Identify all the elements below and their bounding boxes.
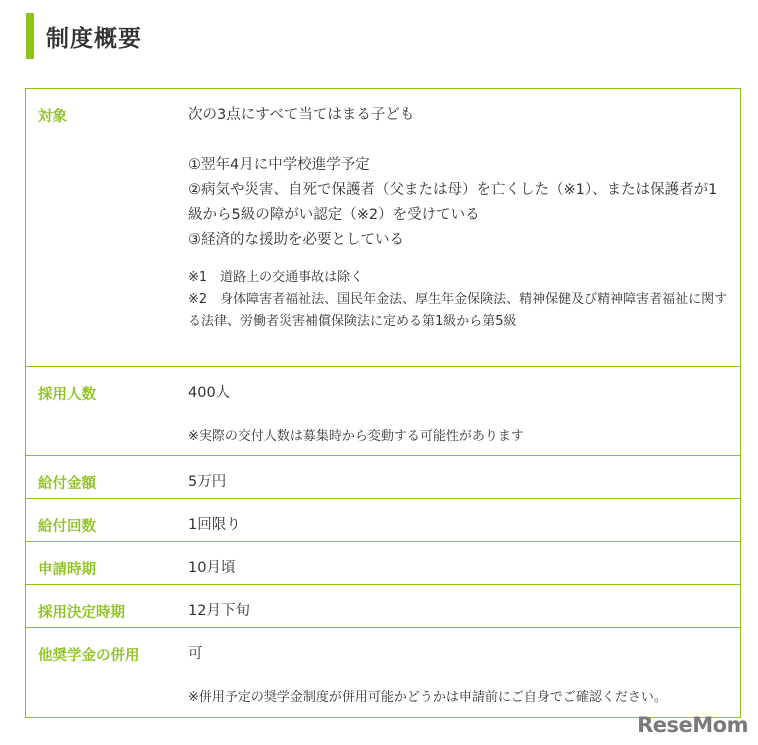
row-value [180, 367, 741, 456]
row-label: 申請時期 [26, 542, 181, 585]
row-label: 給付回数 [26, 499, 181, 542]
row-label: 採用決定時期 [26, 585, 181, 628]
target-note: ※2 身体障害者福祉法、国民年金法、厚生年金保険法、精神保健及び精神障害者福祉に関する法律、労働者災害補償保険法に定める第1級から第5級 [188, 292, 728, 329]
table-row-decision-period [26, 585, 741, 628]
value-note: ※実際の交付人数は募集時から変動する可能性があります [188, 429, 524, 444]
row-value [180, 628, 741, 718]
target-note: ※1 道路上の交通事故は除く [188, 270, 364, 285]
table-row-times [26, 499, 741, 542]
row-label: 他奨学金の併用 [26, 628, 181, 718]
row-value: 10月頃 [180, 542, 741, 585]
target-item: ③経済的な援助を必要としている [188, 232, 404, 248]
row-value: 1回限り [180, 499, 741, 542]
overview-table [25, 88, 741, 718]
table-row-application-period [26, 542, 741, 585]
value-note: ※併用予定の奨学金制度が併用可能かどうかは申請前にご自身でご確認ください。 [188, 690, 667, 705]
resemom-logo: ReseMom [637, 713, 748, 737]
row-value: 12月下旬 [180, 585, 741, 628]
table-row-target [26, 89, 741, 367]
row-label: 対象 [38, 109, 67, 125]
row-label: 採用人数 [26, 367, 181, 456]
row-value [180, 89, 741, 367]
value-text: 400人 [188, 385, 231, 401]
target-item: ②病気や災害、自死で保護者（父または母）を亡くした（※1）、または保護者が1級から5級の障がい認定（※2）を受けている [188, 182, 718, 223]
section-heading [26, 13, 142, 59]
heading-accent-bar [26, 13, 34, 59]
target-intro: 次の3点にすべて当てはまる子ども [188, 107, 415, 123]
row-label: 給付金額 [26, 456, 181, 499]
table-row-other-scholarships [26, 628, 741, 718]
value-text: 可 [188, 646, 203, 662]
table-row-amount [26, 456, 741, 499]
target-item: ①翌年4月に中学校進学予定 [188, 157, 370, 173]
page-title: 制度概要 [46, 25, 142, 52]
row-value: 5万円 [180, 456, 741, 499]
table-row-recruit-count [26, 367, 741, 456]
